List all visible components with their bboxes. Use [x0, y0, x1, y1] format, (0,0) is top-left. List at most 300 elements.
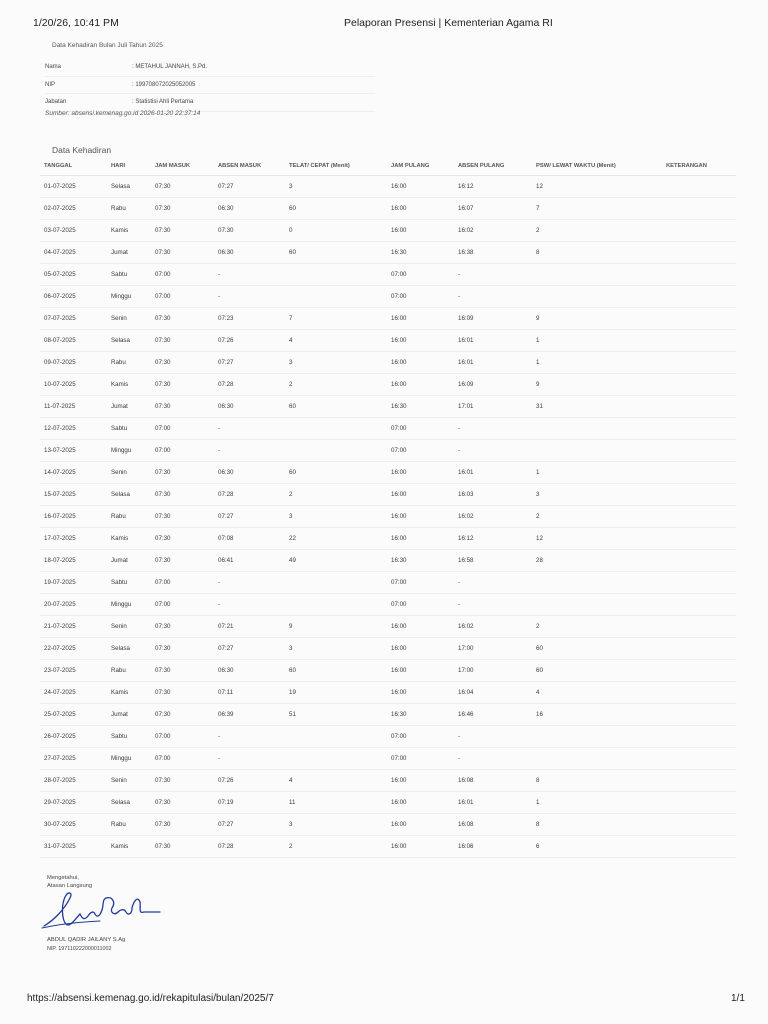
table-row	[40, 462, 736, 484]
print-header	[0, 17, 768, 33]
cell-psw-lewat-waktu: 60	[532, 660, 662, 682]
cell-absen-masuk: 07:27	[214, 814, 285, 836]
cell-absen-masuk: 06:30	[214, 242, 285, 264]
cell-tanggal: 20-07-2025	[40, 594, 107, 616]
print-title: Pelaporan Presensi | Kementerian Agama RI	[344, 17, 553, 29]
cell-jam-masuk: 07:00	[151, 748, 214, 770]
cell-telat-cepat: 0	[285, 220, 387, 242]
cell-jam-masuk: 07:30	[151, 352, 214, 374]
cell-absen-masuk: -	[214, 286, 285, 308]
cell-tanggal: 22-07-2025	[40, 638, 107, 660]
cell-absen-masuk: 06:30	[214, 396, 285, 418]
cell-keterangan	[662, 462, 736, 484]
cell-tanggal: 03-07-2025	[40, 220, 107, 242]
cell-keterangan	[662, 440, 736, 462]
cell-telat-cepat: 7	[285, 308, 387, 330]
cell-jam-pulang: 07:00	[387, 748, 454, 770]
cell-jam-masuk: 07:00	[151, 264, 214, 286]
cell-tanggal: 08-07-2025	[40, 330, 107, 352]
table-row	[40, 550, 736, 572]
cell-jam-pulang: 07:00	[387, 726, 454, 748]
cell-telat-cepat: 60	[285, 660, 387, 682]
cell-hari: Minggu	[107, 286, 151, 308]
cell-jam-pulang: 16:00	[387, 198, 454, 220]
table-row	[40, 506, 736, 528]
cell-jam-pulang: 16:30	[387, 704, 454, 726]
table-row	[40, 220, 736, 242]
cell-tanggal: 31-07-2025	[40, 836, 107, 858]
cell-tanggal: 18-07-2025	[40, 550, 107, 572]
cell-jam-pulang: 16:00	[387, 682, 454, 704]
cell-jam-masuk: 07:30	[151, 792, 214, 814]
cell-tanggal: 16-07-2025	[40, 506, 107, 528]
cell-telat-cepat: 60	[285, 462, 387, 484]
cell-absen-pulang: 16:38	[454, 242, 532, 264]
cell-absen-pulang: 16:46	[454, 704, 532, 726]
cell-keterangan	[662, 616, 736, 638]
table-row	[40, 176, 736, 198]
cell-telat-cepat: 19	[285, 682, 387, 704]
cell-jam-masuk: 07:30	[151, 704, 214, 726]
cell-psw-lewat-waktu: 2	[532, 506, 662, 528]
cell-jam-pulang: 16:00	[387, 374, 454, 396]
cell-psw-lewat-waktu: 12	[532, 176, 662, 198]
cell-jam-pulang: 07:00	[387, 440, 454, 462]
cell-absen-pulang: -	[454, 572, 532, 594]
cell-absen-pulang: 16:01	[454, 352, 532, 374]
employee-name-label: Nama	[45, 64, 62, 71]
cell-absen-masuk: 07:30	[214, 220, 285, 242]
table-row	[40, 286, 736, 308]
supervisor-nip: NIP. 197110222000011002	[47, 946, 112, 952]
cell-jam-pulang: 16:00	[387, 462, 454, 484]
cell-jam-masuk: 07:00	[151, 440, 214, 462]
cell-telat-cepat	[285, 726, 387, 748]
cell-telat-cepat	[285, 418, 387, 440]
cell-absen-pulang: 16:09	[454, 308, 532, 330]
cell-absen-pulang: 16:12	[454, 528, 532, 550]
cell-absen-masuk: 07:23	[214, 308, 285, 330]
cell-tanggal: 21-07-2025	[40, 616, 107, 638]
cell-absen-pulang: 16:01	[454, 330, 532, 352]
cell-psw-lewat-waktu: 6	[532, 836, 662, 858]
header-absen-pulang: ABSEN PULANG	[454, 157, 532, 176]
cell-keterangan	[662, 748, 736, 770]
table-row	[40, 792, 736, 814]
cell-keterangan	[662, 374, 736, 396]
cell-telat-cepat: 3	[285, 176, 387, 198]
table-row	[40, 770, 736, 792]
cell-psw-lewat-waktu: 1	[532, 792, 662, 814]
cell-keterangan	[662, 418, 736, 440]
cell-tanggal: 04-07-2025	[40, 242, 107, 264]
cell-tanggal: 13-07-2025	[40, 440, 107, 462]
cell-jam-pulang: 07:00	[387, 286, 454, 308]
table-row	[40, 594, 736, 616]
cell-jam-masuk: 07:30	[151, 396, 214, 418]
cell-absen-masuk: -	[214, 594, 285, 616]
cell-tanggal: 24-07-2025	[40, 682, 107, 704]
cell-jam-pulang: 16:00	[387, 506, 454, 528]
cell-absen-masuk: 07:08	[214, 528, 285, 550]
cell-hari: Jumat	[107, 550, 151, 572]
table-row	[40, 352, 736, 374]
cell-keterangan	[662, 176, 736, 198]
cell-jam-pulang: 16:00	[387, 220, 454, 242]
cell-jam-pulang: 16:00	[387, 770, 454, 792]
cell-psw-lewat-waktu: 1	[532, 462, 662, 484]
cell-telat-cepat	[285, 440, 387, 462]
report-subtitle: Data Kehadiran Bulan Juli Tahun 2025	[52, 42, 163, 49]
cell-keterangan	[662, 814, 736, 836]
cell-jam-masuk: 07:30	[151, 176, 214, 198]
cell-hari: Sabtu	[107, 264, 151, 286]
cell-psw-lewat-waktu: 8	[532, 770, 662, 792]
cell-absen-pulang: 16:07	[454, 198, 532, 220]
cell-jam-masuk: 07:30	[151, 462, 214, 484]
header-keterangan: KETERANGAN	[662, 157, 736, 176]
cell-keterangan	[662, 396, 736, 418]
cell-psw-lewat-waktu: 7	[532, 198, 662, 220]
cell-psw-lewat-waktu	[532, 440, 662, 462]
header-jam-pulang: JAM PULANG	[387, 157, 454, 176]
cell-jam-pulang: 16:00	[387, 616, 454, 638]
cell-telat-cepat: 3	[285, 506, 387, 528]
cell-hari: Rabu	[107, 506, 151, 528]
cell-absen-masuk: 06:39	[214, 704, 285, 726]
table-row	[40, 242, 736, 264]
cell-keterangan	[662, 330, 736, 352]
cell-jam-pulang: 16:00	[387, 660, 454, 682]
cell-absen-pulang: 17:00	[454, 638, 532, 660]
cell-tanggal: 02-07-2025	[40, 198, 107, 220]
cell-jam-masuk: 07:30	[151, 528, 214, 550]
print-datetime: 1/20/26, 10:41 PM	[33, 17, 119, 29]
cell-hari: Senin	[107, 462, 151, 484]
cell-jam-masuk: 07:30	[151, 682, 214, 704]
cell-hari: Senin	[107, 770, 151, 792]
cell-absen-masuk: -	[214, 440, 285, 462]
table-row	[40, 198, 736, 220]
cell-tanggal: 14-07-2025	[40, 462, 107, 484]
cell-jam-pulang: 16:00	[387, 836, 454, 858]
table-row	[40, 726, 736, 748]
cell-tanggal: 17-07-2025	[40, 528, 107, 550]
cell-absen-pulang: -	[454, 418, 532, 440]
cell-jam-pulang: 07:00	[387, 264, 454, 286]
cell-tanggal: 10-07-2025	[40, 374, 107, 396]
cell-telat-cepat	[285, 748, 387, 770]
employee-position-row	[45, 94, 375, 112]
cell-keterangan	[662, 264, 736, 286]
cell-tanggal: 26-07-2025	[40, 726, 107, 748]
cell-hari: Selasa	[107, 176, 151, 198]
cell-tanggal: 12-07-2025	[40, 418, 107, 440]
header-absen-masuk: ABSEN MASUK	[214, 157, 285, 176]
table-row	[40, 528, 736, 550]
cell-absen-masuk: -	[214, 572, 285, 594]
cell-telat-cepat	[285, 594, 387, 616]
cell-jam-masuk: 07:30	[151, 242, 214, 264]
cell-tanggal: 28-07-2025	[40, 770, 107, 792]
cell-psw-lewat-waktu	[532, 286, 662, 308]
cell-psw-lewat-waktu: 4	[532, 682, 662, 704]
cell-absen-masuk: 07:28	[214, 374, 285, 396]
approval-known-label: Mengetahui,	[47, 875, 79, 881]
cell-absen-masuk: 06:30	[214, 198, 285, 220]
cell-psw-lewat-waktu: 16	[532, 704, 662, 726]
cell-keterangan	[662, 286, 736, 308]
table-row	[40, 814, 736, 836]
cell-keterangan	[662, 506, 736, 528]
cell-absen-masuk: 07:27	[214, 638, 285, 660]
cell-absen-pulang: -	[454, 440, 532, 462]
cell-absen-masuk: -	[214, 264, 285, 286]
cell-absen-masuk: 07:27	[214, 506, 285, 528]
cell-jam-pulang: 16:00	[387, 330, 454, 352]
cell-hari: Rabu	[107, 814, 151, 836]
cell-absen-pulang: 16:09	[454, 374, 532, 396]
cell-hari: Senin	[107, 308, 151, 330]
cell-tanggal: 06-07-2025	[40, 286, 107, 308]
cell-jam-masuk: 07:30	[151, 374, 214, 396]
cell-hari: Minggu	[107, 748, 151, 770]
cell-telat-cepat: 2	[285, 836, 387, 858]
cell-hari: Rabu	[107, 198, 151, 220]
cell-tanggal: 25-07-2025	[40, 704, 107, 726]
cell-absen-pulang: 16:08	[454, 814, 532, 836]
cell-psw-lewat-waktu: 12	[532, 528, 662, 550]
cell-tanggal: 01-07-2025	[40, 176, 107, 198]
cell-absen-pulang: 16:58	[454, 550, 532, 572]
cell-psw-lewat-waktu: 31	[532, 396, 662, 418]
attendance-table-body	[40, 176, 736, 858]
cell-psw-lewat-waktu: 60	[532, 638, 662, 660]
cell-jam-masuk: 07:30	[151, 616, 214, 638]
cell-psw-lewat-waktu	[532, 264, 662, 286]
cell-jam-pulang: 16:30	[387, 550, 454, 572]
cell-hari: Jumat	[107, 396, 151, 418]
cell-jam-pulang: 07:00	[387, 594, 454, 616]
supervisor-signature	[40, 888, 165, 936]
cell-telat-cepat: 60	[285, 396, 387, 418]
cell-jam-pulang: 16:00	[387, 308, 454, 330]
cell-jam-masuk: 07:00	[151, 726, 214, 748]
cell-jam-masuk: 07:30	[151, 660, 214, 682]
table-row	[40, 704, 736, 726]
cell-absen-pulang: -	[454, 748, 532, 770]
cell-telat-cepat: 4	[285, 330, 387, 352]
cell-absen-pulang: -	[454, 264, 532, 286]
section-title: Data Kehadiran	[52, 145, 112, 155]
cell-absen-pulang: 17:01	[454, 396, 532, 418]
cell-absen-masuk: -	[214, 418, 285, 440]
table-row	[40, 682, 736, 704]
table-header-row	[40, 157, 736, 176]
cell-keterangan	[662, 792, 736, 814]
cell-telat-cepat: 3	[285, 814, 387, 836]
cell-tanggal: 30-07-2025	[40, 814, 107, 836]
cell-telat-cepat: 60	[285, 242, 387, 264]
cell-absen-pulang: 16:02	[454, 506, 532, 528]
cell-keterangan	[662, 484, 736, 506]
cell-jam-pulang: 07:00	[387, 418, 454, 440]
cell-jam-masuk: 07:30	[151, 550, 214, 572]
cell-hari: Sabtu	[107, 572, 151, 594]
cell-tanggal: 07-07-2025	[40, 308, 107, 330]
cell-jam-pulang: 16:00	[387, 638, 454, 660]
table-row	[40, 836, 736, 858]
table-row	[40, 396, 736, 418]
cell-jam-masuk: 07:00	[151, 418, 214, 440]
cell-jam-pulang: 16:00	[387, 484, 454, 506]
cell-absen-pulang: 16:03	[454, 484, 532, 506]
cell-absen-pulang: 16:04	[454, 682, 532, 704]
cell-hari: Rabu	[107, 352, 151, 374]
cell-tanggal: 15-07-2025	[40, 484, 107, 506]
cell-psw-lewat-waktu: 9	[532, 374, 662, 396]
cell-psw-lewat-waktu: 1	[532, 330, 662, 352]
table-row	[40, 418, 736, 440]
cell-psw-lewat-waktu	[532, 726, 662, 748]
cell-jam-masuk: 07:30	[151, 484, 214, 506]
cell-psw-lewat-waktu: 9	[532, 308, 662, 330]
cell-jam-pulang: 16:00	[387, 528, 454, 550]
cell-absen-pulang: 16:02	[454, 220, 532, 242]
header-jam-masuk: JAM MASUK	[151, 157, 214, 176]
table-row	[40, 330, 736, 352]
cell-jam-pulang: 16:00	[387, 792, 454, 814]
cell-keterangan	[662, 704, 736, 726]
cell-telat-cepat	[285, 286, 387, 308]
cell-hari: Kamis	[107, 836, 151, 858]
employee-name-row	[45, 59, 375, 77]
cell-tanggal: 11-07-2025	[40, 396, 107, 418]
cell-jam-masuk: 07:00	[151, 594, 214, 616]
cell-jam-masuk: 07:30	[151, 836, 214, 858]
cell-absen-masuk: 07:28	[214, 836, 285, 858]
table-row	[40, 748, 736, 770]
data-source: Sumber: absensi.kemenag.go.id 2026-01-20 22:37:14	[45, 110, 201, 117]
cell-jam-pulang: 16:00	[387, 814, 454, 836]
cell-tanggal: 19-07-2025	[40, 572, 107, 594]
employee-info	[45, 59, 375, 112]
cell-absen-masuk: 06:30	[214, 462, 285, 484]
cell-keterangan	[662, 242, 736, 264]
cell-jam-masuk: 07:30	[151, 638, 214, 660]
cell-psw-lewat-waktu	[532, 418, 662, 440]
cell-psw-lewat-waktu: 8	[532, 814, 662, 836]
cell-jam-masuk: 07:30	[151, 506, 214, 528]
cell-hari: Sabtu	[107, 726, 151, 748]
cell-jam-masuk: 07:00	[151, 286, 214, 308]
cell-keterangan	[662, 726, 736, 748]
cell-jam-pulang: 16:30	[387, 396, 454, 418]
cell-absen-masuk: 06:30	[214, 660, 285, 682]
table-row	[40, 440, 736, 462]
cell-jam-pulang: 16:00	[387, 176, 454, 198]
employee-position-value: : Statistisi Ahli Pertama	[132, 99, 194, 106]
header-telat-cepat: TELAT/ CEPAT (Menit)	[285, 157, 387, 176]
cell-keterangan	[662, 220, 736, 242]
cell-jam-masuk: 07:30	[151, 198, 214, 220]
cell-hari: Selasa	[107, 330, 151, 352]
table-row	[40, 616, 736, 638]
cell-tanggal: 23-07-2025	[40, 660, 107, 682]
cell-absen-masuk: 07:21	[214, 616, 285, 638]
cell-absen-masuk: -	[214, 726, 285, 748]
cell-keterangan	[662, 682, 736, 704]
cell-psw-lewat-waktu: 8	[532, 242, 662, 264]
table-row	[40, 374, 736, 396]
cell-telat-cepat	[285, 264, 387, 286]
cell-absen-masuk: 06:41	[214, 550, 285, 572]
cell-telat-cepat: 51	[285, 704, 387, 726]
table-row	[40, 484, 736, 506]
cell-psw-lewat-waktu: 28	[532, 550, 662, 572]
cell-hari: Jumat	[107, 242, 151, 264]
cell-telat-cepat: 3	[285, 352, 387, 374]
cell-absen-pulang: -	[454, 726, 532, 748]
cell-jam-pulang: 16:30	[387, 242, 454, 264]
cell-telat-cepat: 2	[285, 374, 387, 396]
supervisor-name: ABDUL QADIR JAILANY S.Ag	[47, 937, 126, 943]
cell-jam-masuk: 07:30	[151, 814, 214, 836]
print-footer	[0, 993, 768, 1007]
cell-tanggal: 09-07-2025	[40, 352, 107, 374]
table-row	[40, 572, 736, 594]
cell-tanggal: 05-07-2025	[40, 264, 107, 286]
table-row	[40, 660, 736, 682]
cell-keterangan	[662, 528, 736, 550]
cell-absen-masuk: 07:27	[214, 352, 285, 374]
cell-absen-pulang: 16:08	[454, 770, 532, 792]
cell-hari: Minggu	[107, 440, 151, 462]
cell-absen-pulang: 16:01	[454, 792, 532, 814]
cell-absen-pulang: 17:00	[454, 660, 532, 682]
cell-absen-masuk: 07:11	[214, 682, 285, 704]
cell-psw-lewat-waktu: 3	[532, 484, 662, 506]
cell-telat-cepat: 60	[285, 198, 387, 220]
cell-tanggal: 29-07-2025	[40, 792, 107, 814]
cell-telat-cepat	[285, 572, 387, 594]
cell-absen-masuk: 07:27	[214, 176, 285, 198]
header-hari: HARI	[107, 157, 151, 176]
employee-nip-row	[45, 77, 375, 95]
cell-psw-lewat-waktu: 2	[532, 220, 662, 242]
cell-keterangan	[662, 198, 736, 220]
cell-jam-masuk: 07:30	[151, 220, 214, 242]
cell-absen-masuk: 07:28	[214, 484, 285, 506]
cell-hari: Kamis	[107, 528, 151, 550]
cell-telat-cepat: 2	[285, 484, 387, 506]
cell-hari: Senin	[107, 616, 151, 638]
cell-hari: Kamis	[107, 220, 151, 242]
cell-absen-masuk: 07:19	[214, 792, 285, 814]
cell-keterangan	[662, 308, 736, 330]
cell-jam-pulang: 07:00	[387, 572, 454, 594]
header-psw-lewat-waktu: PSW/ LEWAT WAKTU (Menit)	[532, 157, 662, 176]
cell-hari: Jumat	[107, 704, 151, 726]
cell-absen-pulang: 16:02	[454, 616, 532, 638]
cell-jam-masuk: 07:00	[151, 572, 214, 594]
cell-keterangan	[662, 572, 736, 594]
cell-hari: Kamis	[107, 682, 151, 704]
cell-hari: Minggu	[107, 594, 151, 616]
header-tanggal: TANGGAL	[40, 157, 107, 176]
cell-telat-cepat: 11	[285, 792, 387, 814]
cell-absen-pulang: -	[454, 594, 532, 616]
